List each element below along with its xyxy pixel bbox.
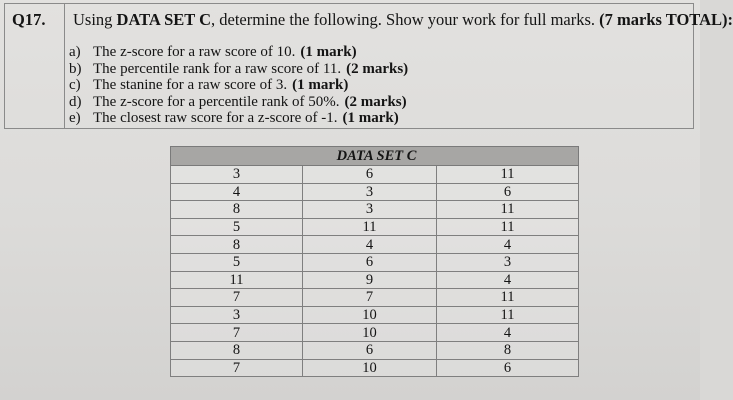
table-cell: 11 (171, 271, 303, 289)
question-parts-list (69, 44, 408, 127)
table-row (171, 306, 579, 324)
table-row (171, 359, 579, 377)
table-cell: 5 (171, 218, 303, 236)
data-set-table (170, 146, 579, 377)
part-letter: d) (69, 93, 82, 110)
part-letter: b) (69, 60, 82, 77)
table-body (171, 166, 579, 377)
part-text: The stanine for a raw score of 3. (93, 77, 288, 93)
table-row (171, 166, 579, 184)
part-text: The percentile rank for a raw score of 11. (93, 60, 342, 77)
table-row (171, 341, 579, 359)
table-row (171, 253, 579, 271)
prompt-suffix: , determine the following. Show your work for full marks. (211, 10, 600, 29)
table-cell: 3 (303, 183, 437, 201)
part-marks: (1 mark) (300, 44, 357, 60)
table-cell: 10 (303, 324, 437, 342)
table-cell: 11 (437, 201, 579, 219)
table-cell: 3 (171, 306, 303, 324)
part-text: The closest raw score for a z-score of -1. (93, 110, 338, 126)
part-text: The z-score for a percentile rank of 50%. (93, 93, 340, 110)
question-prompt (73, 10, 733, 30)
table-cell: 4 (437, 324, 579, 342)
table-row (171, 183, 579, 201)
table-row (171, 218, 579, 236)
part-marks: (2 marks) (346, 60, 409, 77)
table-cell: 10 (303, 306, 437, 324)
question-number: Q17. (12, 10, 46, 29)
table-cell: 11 (437, 289, 579, 307)
table-cell: 11 (437, 166, 579, 184)
part-letter: a) (69, 44, 81, 60)
table-cell: 7 (171, 289, 303, 307)
table-cell: 6 (303, 166, 437, 184)
prompt-data-set-name: DATA SET C (116, 10, 211, 29)
table-cell: 9 (303, 271, 437, 289)
table-header-row (171, 147, 579, 166)
table-cell: 11 (303, 218, 437, 236)
table-cell: 6 (303, 341, 437, 359)
table-row (171, 324, 579, 342)
table-row (171, 236, 579, 254)
table-cell: 3 (171, 166, 303, 184)
table-cell: 6 (437, 183, 579, 201)
table-cell: 3 (303, 201, 437, 219)
question-box (4, 3, 733, 129)
table-cell: 11 (437, 306, 579, 324)
part-marks: (1 mark) (292, 77, 349, 93)
question-part (69, 61, 408, 78)
question-part (69, 44, 408, 61)
table-cell: 8 (171, 236, 303, 254)
table-title-text: DATA SET C (336, 147, 417, 164)
prompt-prefix: Using (73, 10, 117, 29)
table-row (171, 271, 579, 289)
table-cell: 8 (437, 341, 579, 359)
part-marks: (2 marks) (344, 93, 407, 110)
prompt-total-marks: (7 marks TOTAL): (599, 10, 733, 29)
table-row (171, 201, 579, 219)
table-cell: 7 (171, 324, 303, 342)
part-text: The z-score for a raw score of 10. (93, 44, 296, 60)
part-marks: (1 mark) (342, 110, 399, 126)
table-cell: 7 (171, 359, 303, 377)
table-cell: 10 (303, 359, 437, 377)
table-cell: 6 (303, 253, 437, 271)
table-cell: 8 (171, 341, 303, 359)
question-part (69, 110, 408, 127)
table-row (171, 289, 579, 307)
question-part (69, 94, 408, 111)
table-cell: 7 (303, 289, 437, 307)
table-cell: 11 (437, 218, 579, 236)
part-letter: e) (69, 110, 81, 126)
table-cell: 4 (437, 271, 579, 289)
table-cell: 6 (437, 359, 579, 377)
table-cell: 3 (437, 253, 579, 271)
table-cell: 4 (303, 236, 437, 254)
table-title (171, 147, 579, 166)
data-set-table-container (170, 146, 578, 377)
table-cell: 5 (171, 253, 303, 271)
question-number-column (5, 4, 65, 128)
table-cell: 4 (171, 183, 303, 201)
question-part (69, 77, 408, 94)
table-cell: 4 (437, 236, 579, 254)
part-letter: c) (69, 77, 81, 93)
table-cell: 8 (171, 201, 303, 219)
